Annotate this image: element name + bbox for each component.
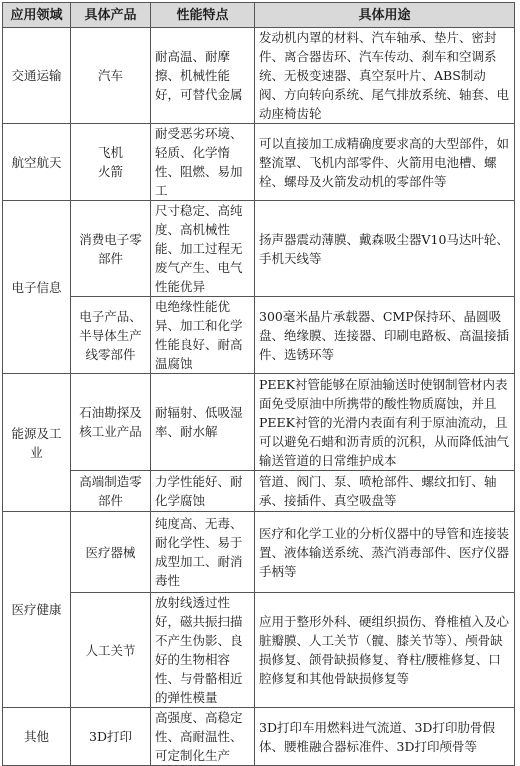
table-header-row — [3, 3, 515, 28]
product-cell: 电子产品、半导体生产线零部件 — [71, 297, 151, 374]
product-cell: 汽车 — [71, 28, 151, 124]
features-cell: 高强度、高稳定性、高耐温性、可定制化生产 — [151, 708, 255, 766]
header-application-field: 应用领域 — [3, 3, 71, 28]
table-row — [3, 124, 515, 201]
header-features: 性能特点 — [151, 3, 255, 28]
table-row — [3, 297, 515, 374]
usage-cell: 发动机内罩的材料、汽车轴承、垫片、密封件、离合器齿环、汽车传动、刹车和空调系统、无极变速器、真空泵叶片、ABS制动阀、方向转向系统、尾气排放系统、轴套、电动座椅齿轮 — [255, 28, 515, 124]
product-cell: 3D打印 — [71, 708, 151, 766]
usage-cell: 管道、阀门、泵、喷枪部件、螺纹扣钉、轴承、接插件、真空吸盘等 — [255, 471, 515, 512]
product-cell: 消费电子零部件 — [71, 201, 151, 297]
features-cell: 电绝缘性能优异、加工和化学性能良好、耐高温腐蚀 — [151, 297, 255, 374]
field-cell: 能源及工业 — [3, 374, 71, 512]
header-product: 具体产品 — [71, 3, 151, 28]
field-cell: 航空航天 — [3, 124, 71, 201]
table-row — [3, 374, 515, 471]
features-cell: 尺寸稳定、高纯度、高机械性能、加工过程无废气产生、电气性能优异 — [151, 201, 255, 297]
usage-cell: 300毫米晶片承载器、CMP保持环、晶圆吸盘、绝缘膜、连接器、印刷电路板、高温接插件、选锈环等 — [255, 297, 515, 374]
usage-cell: 应用于整形外科、硬组织损伤、脊椎植入及心脏瓣膜、人工关节（髋、膝关节等）、颅骨缺损修复、颌骨缺损修复、脊柱/腰椎修复、口腔修复和其他骨缺损修复等 — [255, 593, 515, 708]
field-cell: 电子信息 — [3, 201, 71, 374]
usage-cell: 3D打印车用燃料进气流道、3D打印肋骨假体、腰椎融合器标准件、3D打印颅骨等 — [255, 708, 515, 766]
usage-cell: 医疗和化学工业的分析仪器中的导管和连接装置、液体输送系统、蒸汽消毒部件、医疗仪器手柄等 — [255, 512, 515, 593]
features-cell: 纯度高、无毒、耐化学性、易于成型加工、耐消毒性 — [151, 512, 255, 593]
product-text: 飞机 火箭 — [97, 145, 123, 179]
features-cell: 耐高温、耐摩擦、机械性能好，可替代金属 — [151, 28, 255, 124]
usage-cell: 扬声器震动薄膜、戴森吸尘器V10马达叶轮、手机天线等 — [255, 201, 515, 297]
table-row — [3, 28, 515, 124]
product-cell — [71, 124, 151, 201]
features-cell: 力学性能好、耐化学腐蚀 — [151, 471, 255, 512]
application-table — [2, 2, 515, 766]
field-cell: 其他 — [3, 708, 71, 766]
table-row — [3, 593, 515, 708]
features-cell: 耐受恶劣环境、轻质、化学惰性、阻燃、易加工 — [151, 124, 255, 201]
usage-cell: PEEK衬管能够在原油输送时使钢制管材内表面免受原油中所携带的酸性物质腐蚀，并且PEEK衬管的光滑内表面有利于原油流动，且可以避免石蜡和沥青质的沉积，从而降低油气输送管道的日常维护成本 — [255, 374, 515, 471]
product-cell: 医疗器械 — [71, 512, 151, 593]
header-usage: 具体用途 — [255, 3, 515, 28]
product-cell: 石油勘探及核工业产品 — [71, 374, 151, 471]
field-cell: 医疗健康 — [3, 512, 71, 708]
table-row — [3, 708, 515, 766]
field-cell: 交通运输 — [3, 28, 71, 124]
product-cell: 高端制造零部件 — [71, 471, 151, 512]
usage-cell: 可以直接加工成精确度要求高的大型部件，如整流罩、飞机内部零件、火箭用电池槽、螺栓、螺母及火箭发动机的零部件等 — [255, 124, 515, 201]
features-cell: 放射线透过性好，磁共振扫描不产生伪影、良好的生物相容性、与骨骼相近的弹性模量 — [151, 593, 255, 708]
table-row — [3, 512, 515, 593]
table-row — [3, 471, 515, 512]
product-cell: 人工关节 — [71, 593, 151, 708]
features-cell: 耐辐射、低吸湿率、耐水解 — [151, 374, 255, 471]
table-row — [3, 201, 515, 297]
